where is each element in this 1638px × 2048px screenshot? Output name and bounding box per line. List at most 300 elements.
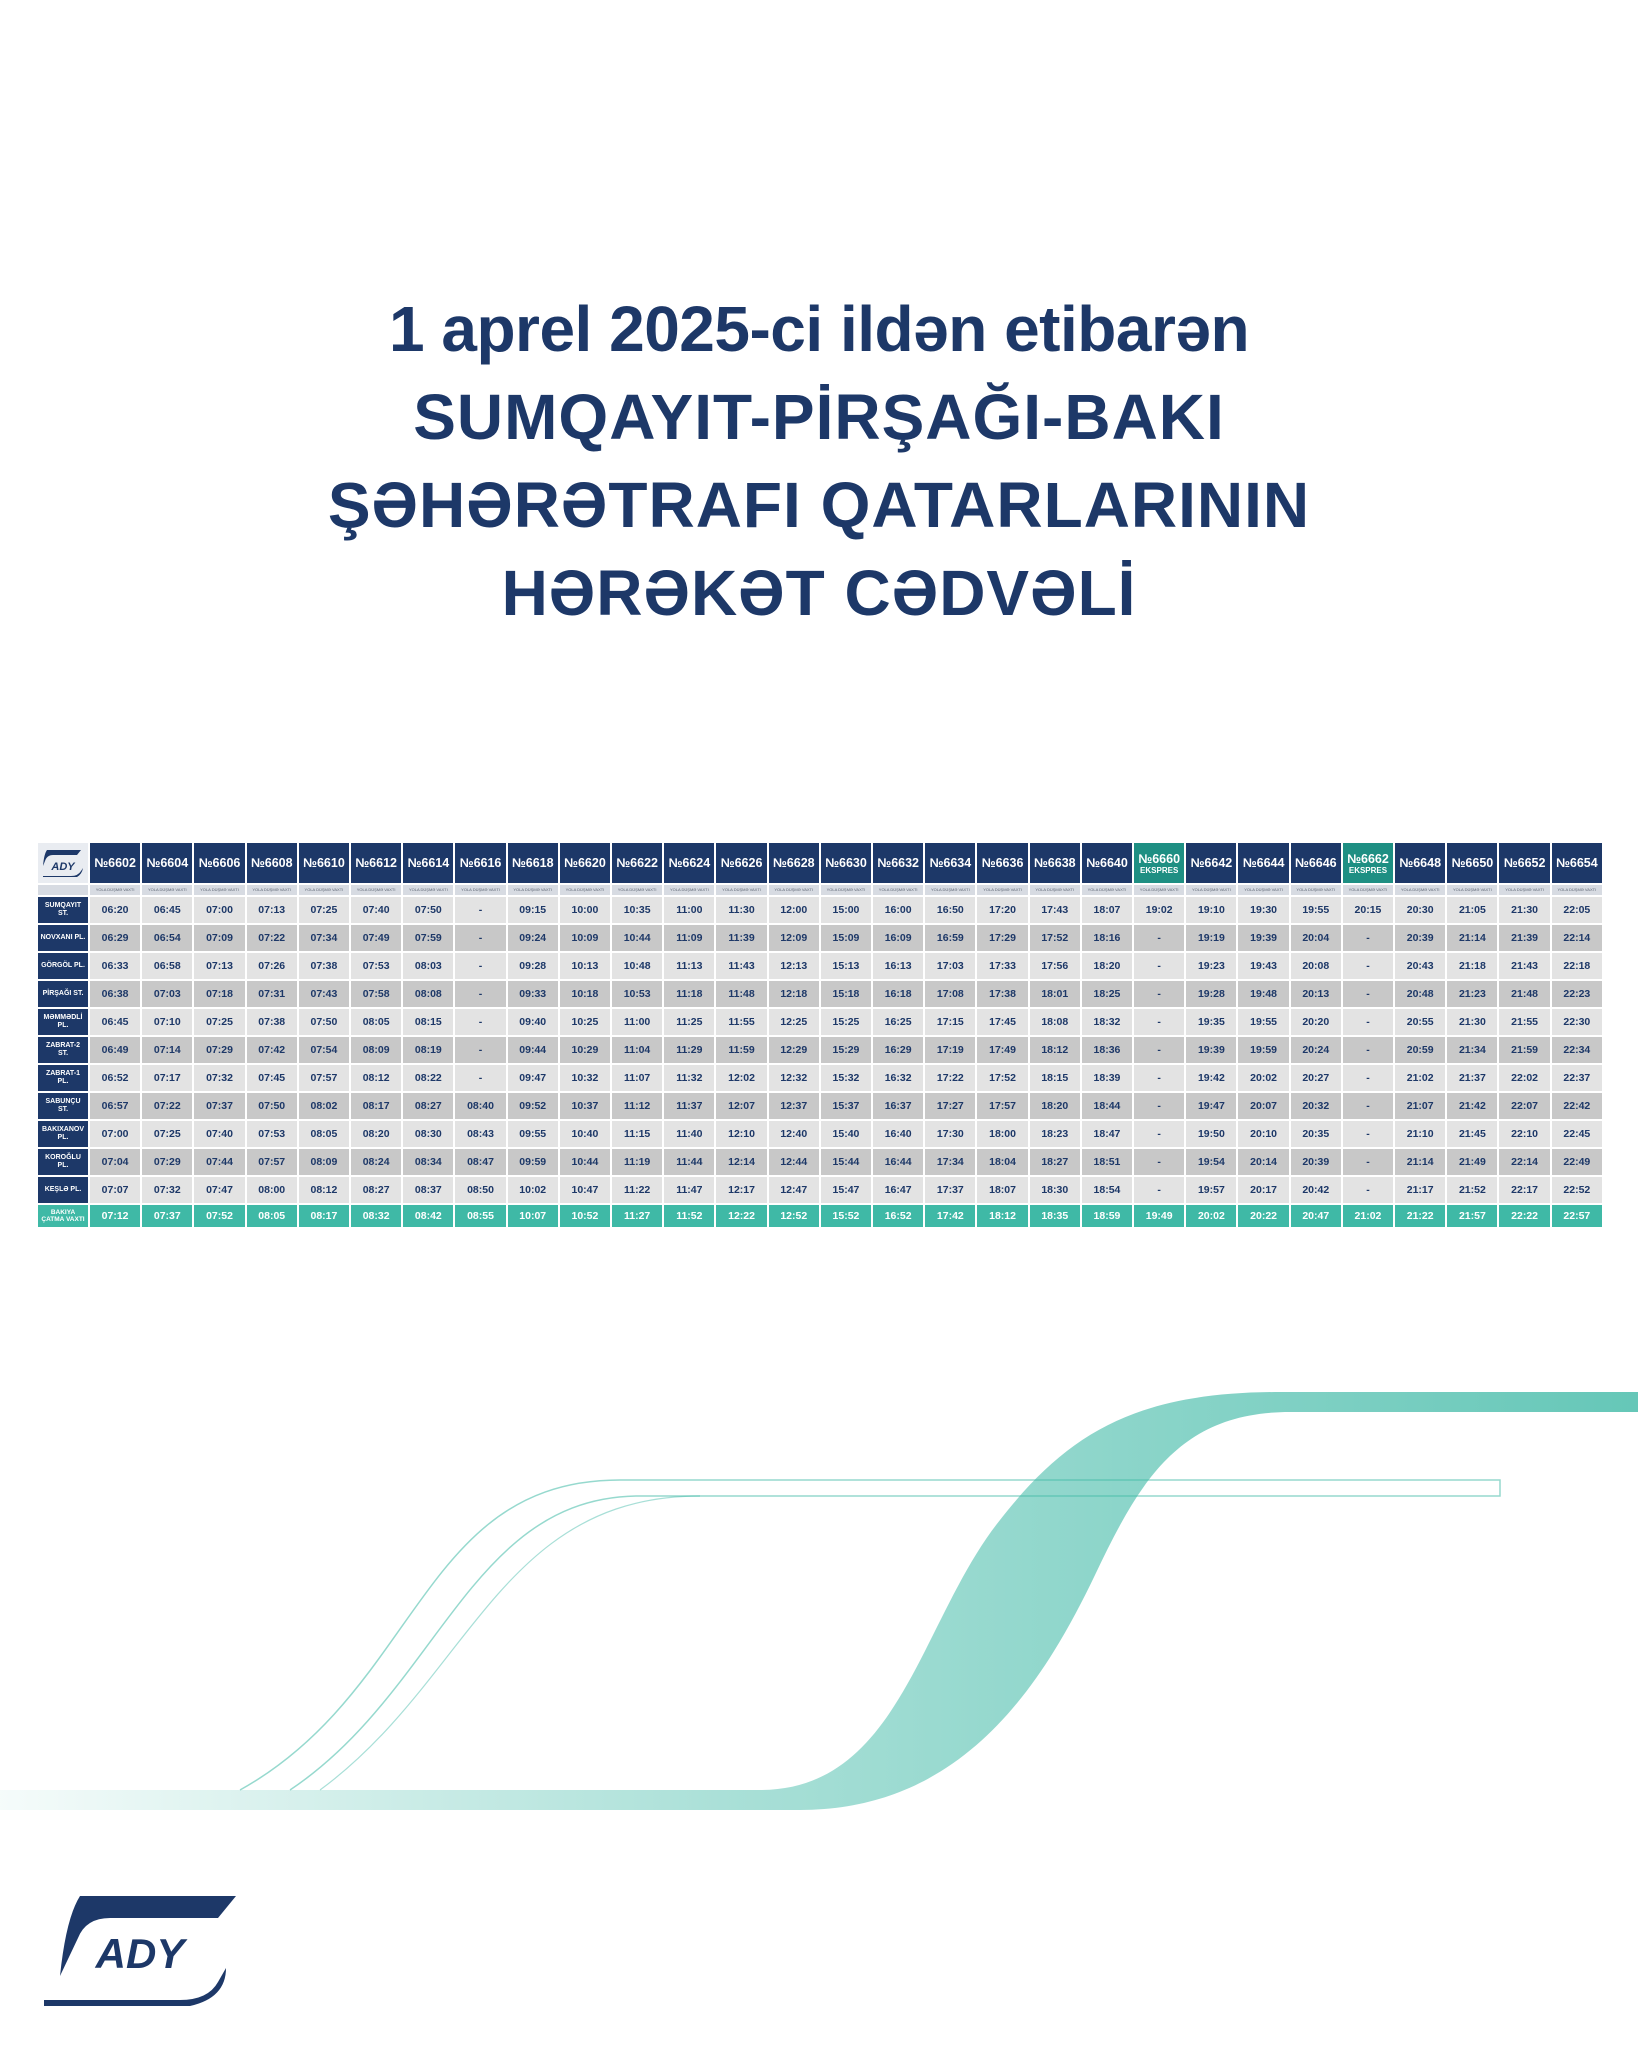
station-name: SABUNÇU ST. <box>38 1093 88 1119</box>
departure-note: YOLA DÜŞMƏ VAXTI <box>1238 885 1288 895</box>
departure-time: 17:45 <box>977 1009 1027 1035</box>
departure-time: 07:57 <box>299 1065 349 1091</box>
departure-time: 16:59 <box>925 925 975 951</box>
train-number: №6660 <box>1138 851 1181 866</box>
departure-time: 11:09 <box>664 925 714 951</box>
departure-time: 07:09 <box>194 925 244 951</box>
departure-time: 10:48 <box>612 953 662 979</box>
departure-time: 20:10 <box>1238 1121 1288 1147</box>
departure-time: 18:25 <box>1082 981 1132 1007</box>
departure-time: 11:00 <box>612 1009 662 1035</box>
train-number-header <box>977 843 1027 883</box>
departure-time: 11:07 <box>612 1065 662 1091</box>
departure-time: - <box>1343 1177 1393 1203</box>
departure-time: 08:37 <box>403 1177 453 1203</box>
departure-time: 19:48 <box>1238 981 1288 1007</box>
departure-time: 12:00 <box>769 897 819 923</box>
train-number-header <box>1134 843 1184 883</box>
departure-time: 19:19 <box>1186 925 1236 951</box>
departure-time: - <box>1343 1121 1393 1147</box>
departure-time: 08:12 <box>299 1177 349 1203</box>
departure-note: YOLA DÜŞMƏ VAXTI <box>925 885 975 895</box>
departure-time: 10:09 <box>560 925 610 951</box>
departure-time: 22:14 <box>1552 925 1602 951</box>
departure-time: 18:00 <box>977 1121 1027 1147</box>
departure-time: 06:49 <box>90 1037 140 1063</box>
departure-time: 16:29 <box>873 1037 923 1063</box>
departure-time: 08:40 <box>455 1093 505 1119</box>
departure-time: 16:13 <box>873 953 923 979</box>
departure-time: 10:02 <box>508 1177 558 1203</box>
departure-time: 17:30 <box>925 1121 975 1147</box>
departure-time: 22:14 <box>1499 1149 1549 1175</box>
departure-time: 07:44 <box>194 1149 244 1175</box>
train-header-row <box>38 843 1602 883</box>
departure-time: 19:59 <box>1238 1037 1288 1063</box>
departure-time: 20:42 <box>1291 1177 1341 1203</box>
departure-time: 19:43 <box>1238 953 1288 979</box>
departure-time: 12:37 <box>769 1093 819 1119</box>
departure-time: 21:48 <box>1499 981 1549 1007</box>
departure-time: 19:54 <box>1186 1149 1236 1175</box>
departure-time: 07:32 <box>194 1065 244 1091</box>
title-date-line: 1 aprel 2025-ci ildən etibarən <box>388 293 1250 365</box>
train-number: №6652 <box>1503 856 1546 870</box>
departure-time: 18:32 <box>1082 1009 1132 1035</box>
station-row <box>38 1093 1602 1119</box>
departure-time: 12:14 <box>716 1149 766 1175</box>
departure-time: 17:52 <box>977 1065 1027 1091</box>
departure-time: 07:29 <box>194 1037 244 1063</box>
departure-time: 20:08 <box>1291 953 1341 979</box>
train-number: №6638 <box>1033 856 1076 870</box>
departure-time: 15:00 <box>821 897 871 923</box>
departure-time: 15:13 <box>821 953 871 979</box>
departure-time: 20:14 <box>1238 1149 1288 1175</box>
arrival-time: 20:22 <box>1238 1205 1288 1227</box>
station-row <box>38 1177 1602 1203</box>
departure-time: 21:55 <box>1499 1009 1549 1035</box>
departure-time: 18:12 <box>1030 1037 1080 1063</box>
arrival-time: 18:35 <box>1030 1205 1080 1227</box>
departure-time: 07:22 <box>142 1093 192 1119</box>
departure-time: 07:18 <box>194 981 244 1007</box>
departure-time: 07:22 <box>247 925 297 951</box>
departure-time: 12:44 <box>769 1149 819 1175</box>
departure-time: 17:19 <box>925 1037 975 1063</box>
arrival-time: 07:37 <box>142 1205 192 1227</box>
departure-time: 09:52 <box>508 1093 558 1119</box>
departure-time: 10:25 <box>560 1009 610 1035</box>
departure-time: 21:17 <box>1395 1177 1445 1203</box>
arrival-time: 18:59 <box>1082 1205 1132 1227</box>
departure-time: - <box>1134 1149 1184 1175</box>
departure-time: 07:17 <box>142 1065 192 1091</box>
departure-time: 07:50 <box>247 1093 297 1119</box>
departure-time: 19:55 <box>1238 1009 1288 1035</box>
arrival-time: 10:52 <box>560 1205 610 1227</box>
timetable <box>36 841 1604 1229</box>
departure-note: YOLA DÜŞMƏ VAXTI <box>455 885 505 895</box>
departure-note: YOLA DÜŞMƏ VAXTI <box>977 885 1027 895</box>
departure-time: 06:45 <box>142 897 192 923</box>
departure-time: 21:42 <box>1447 1093 1497 1119</box>
departure-time: 15:44 <box>821 1149 871 1175</box>
departure-time: 17:38 <box>977 981 1027 1007</box>
departure-time: 19:23 <box>1186 953 1236 979</box>
departure-time: 07:53 <box>247 1121 297 1147</box>
train-number: №6616 <box>459 856 502 870</box>
departure-time: - <box>1343 925 1393 951</box>
departure-time: 07:25 <box>194 1009 244 1035</box>
departure-time: 21:30 <box>1447 1009 1497 1035</box>
departure-note: YOLA DÜŞMƏ VAXTI <box>1447 885 1497 895</box>
title-schedule-line: HƏRƏKƏT CƏDVƏLİ <box>501 557 1137 629</box>
departure-note: YOLA DÜŞMƏ VAXTI <box>1134 885 1184 895</box>
train-number-header <box>769 843 819 883</box>
departure-time: 17:27 <box>925 1093 975 1119</box>
departure-time: 16:32 <box>873 1065 923 1091</box>
departure-time: - <box>455 925 505 951</box>
departure-time: 21:14 <box>1447 925 1497 951</box>
departure-time: 11:15 <box>612 1121 662 1147</box>
departure-time: 12:10 <box>716 1121 766 1147</box>
departure-time: 07:54 <box>299 1037 349 1063</box>
departure-time: 11:47 <box>664 1177 714 1203</box>
departure-time: 21:30 <box>1499 897 1549 923</box>
arrival-time: 22:22 <box>1499 1205 1549 1227</box>
departure-time: - <box>1343 1065 1393 1091</box>
departure-time: 12:17 <box>716 1177 766 1203</box>
departure-time: 17:15 <box>925 1009 975 1035</box>
departure-time: 07:53 <box>351 953 401 979</box>
departure-time: 07:04 <box>90 1149 140 1175</box>
departure-time: 20:17 <box>1238 1177 1288 1203</box>
departure-time: 19:50 <box>1186 1121 1236 1147</box>
departure-time: 07:58 <box>351 981 401 1007</box>
arrival-time: 16:52 <box>873 1205 923 1227</box>
departure-time: 07:59 <box>403 925 453 951</box>
departure-time: 16:00 <box>873 897 923 923</box>
departure-time: 15:32 <box>821 1065 871 1091</box>
departure-time: - <box>1134 1093 1184 1119</box>
departure-note: YOLA DÜŞMƏ VAXTI <box>1030 885 1080 895</box>
departure-time: 06:33 <box>90 953 140 979</box>
departure-time: 20:39 <box>1395 925 1445 951</box>
departure-time: 18:15 <box>1030 1065 1080 1091</box>
departure-time: 07:07 <box>90 1177 140 1203</box>
departure-time: 07:38 <box>247 1009 297 1035</box>
departure-time: 11:32 <box>664 1065 714 1091</box>
departure-time: 22:49 <box>1552 1149 1602 1175</box>
arrival-time: 08:32 <box>351 1205 401 1227</box>
departure-time: 20:13 <box>1291 981 1341 1007</box>
train-number-header <box>142 843 192 883</box>
decorative-wave <box>0 1360 1638 1840</box>
departure-time: - <box>455 981 505 1007</box>
departure-time: 18:08 <box>1030 1009 1080 1035</box>
departure-time: 07:32 <box>142 1177 192 1203</box>
departure-time: 15:29 <box>821 1037 871 1063</box>
departure-time: 16:44 <box>873 1149 923 1175</box>
departure-time: 22:10 <box>1499 1121 1549 1147</box>
departure-time: 08:24 <box>351 1149 401 1175</box>
arrival-time: 17:42 <box>925 1205 975 1227</box>
departure-time: 19:39 <box>1238 925 1288 951</box>
train-number-header <box>1447 843 1497 883</box>
train-number: №6648 <box>1399 856 1442 870</box>
timetable-table <box>36 841 1604 1229</box>
departure-time: 07:31 <box>247 981 297 1007</box>
departure-time: 10:32 <box>560 1065 610 1091</box>
departure-time: 16:09 <box>873 925 923 951</box>
departure-time: 20:15 <box>1343 897 1393 923</box>
departure-time: 06:54 <box>142 925 192 951</box>
departure-note: YOLA DÜŞMƏ VAXTI <box>247 885 297 895</box>
departure-time: 07:40 <box>351 897 401 923</box>
departure-time: 12:47 <box>769 1177 819 1203</box>
departure-note: YOLA DÜŞMƏ VAXTI <box>351 885 401 895</box>
departure-note: YOLA DÜŞMƏ VAXTI <box>299 885 349 895</box>
train-number: №6602 <box>94 856 136 870</box>
departure-time: 19:47 <box>1186 1093 1236 1119</box>
departure-time: 08:03 <box>403 953 453 979</box>
station-name: KEŞLƏ PL. <box>38 1177 88 1203</box>
station-row <box>38 1149 1602 1175</box>
departure-time: 11:40 <box>664 1121 714 1147</box>
departure-time: 09:47 <box>508 1065 558 1091</box>
departure-time: 21:34 <box>1447 1037 1497 1063</box>
departure-time: - <box>1134 1065 1184 1091</box>
departure-time: 17:29 <box>977 925 1027 951</box>
train-number: №6644 <box>1242 856 1285 870</box>
departure-note: YOLA DÜŞMƏ VAXTI <box>403 885 453 895</box>
departure-time: 18:16 <box>1082 925 1132 951</box>
departure-time: 09:40 <box>508 1009 558 1035</box>
departure-time: 22:18 <box>1552 953 1602 979</box>
departure-time: - <box>1343 981 1393 1007</box>
departure-time: 11:18 <box>664 981 714 1007</box>
departure-time: 17:03 <box>925 953 975 979</box>
departure-time: 17:57 <box>977 1093 1027 1119</box>
train-number-header <box>1186 843 1236 883</box>
train-number-header <box>821 843 871 883</box>
departure-time: 10:18 <box>560 981 610 1007</box>
departure-time: 22:17 <box>1499 1177 1549 1203</box>
arrival-time: 21:57 <box>1447 1205 1497 1227</box>
departure-time: 11:12 <box>612 1093 662 1119</box>
departure-time: 11:44 <box>664 1149 714 1175</box>
train-number-header <box>403 843 453 883</box>
departure-time: 21:14 <box>1395 1149 1445 1175</box>
departure-time: 07:13 <box>194 953 244 979</box>
departure-time: 20:04 <box>1291 925 1341 951</box>
departure-note: YOLA DÜŞMƏ VAXTI <box>1552 885 1602 895</box>
station-name: MƏMMƏDLİ PL. <box>38 1009 88 1035</box>
departure-time: 16:50 <box>925 897 975 923</box>
train-number-header <box>194 843 244 883</box>
ady-bottom-logo <box>40 1888 240 2008</box>
train-number-header <box>455 843 505 883</box>
departure-time: 20:07 <box>1238 1093 1288 1119</box>
departure-time: 18:51 <box>1082 1149 1132 1175</box>
departure-time: 08:05 <box>351 1009 401 1035</box>
train-number: №6630 <box>825 856 867 870</box>
departure-time: 07:34 <box>299 925 349 951</box>
departure-time: 09:15 <box>508 897 558 923</box>
departure-time: 06:58 <box>142 953 192 979</box>
departure-time: 07:42 <box>247 1037 297 1063</box>
station-row <box>38 981 1602 1007</box>
departure-time: 12:18 <box>769 981 819 1007</box>
departure-time: - <box>1343 1093 1393 1119</box>
departure-time: 22:45 <box>1552 1121 1602 1147</box>
departure-time: 18:30 <box>1030 1177 1080 1203</box>
departure-time: 08:47 <box>455 1149 505 1175</box>
train-number: №6610 <box>303 856 345 870</box>
departure-time: 11:29 <box>664 1037 714 1063</box>
departure-time: 21:37 <box>1447 1065 1497 1091</box>
departure-time: 20:43 <box>1395 953 1445 979</box>
departure-time: 22:37 <box>1552 1065 1602 1091</box>
departure-note: YOLA DÜŞMƏ VAXTI <box>1499 885 1549 895</box>
train-number: №6626 <box>720 856 763 870</box>
arrival-time: 11:52 <box>664 1205 714 1227</box>
station-name: ZABRAT-1 PL. <box>38 1065 88 1091</box>
arrival-time: 22:57 <box>1552 1205 1602 1227</box>
station-name: NOVXANI PL. <box>38 925 88 951</box>
departure-time: 21:10 <box>1395 1121 1445 1147</box>
train-number-header <box>560 843 610 883</box>
departure-note-row <box>38 885 1602 895</box>
departure-time: 18:04 <box>977 1149 1027 1175</box>
train-number: №6646 <box>1294 856 1337 870</box>
train-number: №6614 <box>407 856 450 870</box>
departure-time: - <box>1343 1009 1393 1035</box>
departure-time: - <box>1343 1037 1393 1063</box>
departure-note: YOLA DÜŞMƏ VAXTI <box>716 885 766 895</box>
train-number: №6608 <box>250 856 293 870</box>
departure-note: YOLA DÜŞMƏ VAXTI <box>664 885 714 895</box>
departure-time: 08:09 <box>351 1037 401 1063</box>
table-logo <box>38 843 88 883</box>
departure-note: YOLA DÜŞMƏ VAXTI <box>508 885 558 895</box>
departure-time: - <box>1134 925 1184 951</box>
departure-time: 20:39 <box>1291 1149 1341 1175</box>
station-row <box>38 1065 1602 1091</box>
departure-time: - <box>1134 953 1184 979</box>
departure-time: - <box>455 1009 505 1035</box>
departure-time: 06:45 <box>90 1009 140 1035</box>
departure-time: 22:07 <box>1499 1093 1549 1119</box>
departure-time: 22:23 <box>1552 981 1602 1007</box>
train-number-header <box>1238 843 1288 883</box>
departure-note: YOLA DÜŞMƏ VAXTI <box>194 885 244 895</box>
departure-time: 08:02 <box>299 1093 349 1119</box>
departure-time: 21:49 <box>1447 1149 1497 1175</box>
departure-note: YOLA DÜŞMƏ VAXTI <box>560 885 610 895</box>
departure-time: 18:20 <box>1030 1093 1080 1119</box>
departure-time: - <box>1343 953 1393 979</box>
departure-time: 10:44 <box>560 1149 610 1175</box>
departure-time: 11:39 <box>716 925 766 951</box>
departure-time: - <box>1134 1037 1184 1063</box>
departure-time: 08:43 <box>455 1121 505 1147</box>
departure-time: 10:13 <box>560 953 610 979</box>
train-number-header <box>1552 843 1602 883</box>
departure-note: YOLA DÜŞMƏ VAXTI <box>1082 885 1132 895</box>
departure-note: YOLA DÜŞMƏ VAXTI <box>873 885 923 895</box>
departure-time: 21:05 <box>1447 897 1497 923</box>
station-name: ZABRAT-2 ST. <box>38 1037 88 1063</box>
departure-time: 15:47 <box>821 1177 871 1203</box>
departure-time: 19:35 <box>1186 1009 1236 1035</box>
departure-time: 07:43 <box>299 981 349 1007</box>
train-number: №6642 <box>1190 856 1233 870</box>
arrival-time: 07:52 <box>194 1205 244 1227</box>
departure-time: 11:43 <box>716 953 766 979</box>
departure-note: YOLA DÜŞMƏ VAXTI <box>90 885 140 895</box>
station-row <box>38 1009 1602 1035</box>
departure-time: 06:20 <box>90 897 140 923</box>
train-number: №6606 <box>198 856 241 870</box>
departure-time: 11:04 <box>612 1037 662 1063</box>
train-number-header <box>1395 843 1445 883</box>
departure-time: 20:24 <box>1291 1037 1341 1063</box>
arrival-time: 21:22 <box>1395 1205 1445 1227</box>
departure-time: 17:56 <box>1030 953 1080 979</box>
departure-time: 20:02 <box>1238 1065 1288 1091</box>
departure-time: 08:05 <box>299 1121 349 1147</box>
departure-time: 11:55 <box>716 1009 766 1035</box>
arrival-time: 19:49 <box>1134 1205 1184 1227</box>
departure-time: 20:20 <box>1291 1009 1341 1035</box>
departure-time: 18:07 <box>977 1177 1027 1203</box>
departure-time: 07:50 <box>299 1009 349 1035</box>
departure-time: 19:55 <box>1291 897 1341 923</box>
departure-time: 18:44 <box>1082 1093 1132 1119</box>
arrival-time: 12:52 <box>769 1205 819 1227</box>
arrival-time: 20:47 <box>1291 1205 1341 1227</box>
departure-time: 06:57 <box>90 1093 140 1119</box>
train-number: №6650 <box>1451 856 1494 870</box>
arrival-time: 18:12 <box>977 1205 1027 1227</box>
departure-time: 07:49 <box>351 925 401 951</box>
departure-time: 12:29 <box>769 1037 819 1063</box>
departure-note: YOLA DÜŞMƏ VAXTI <box>769 885 819 895</box>
train-number-header <box>716 843 766 883</box>
station-row <box>38 1037 1602 1063</box>
departure-note: YOLA DÜŞMƏ VAXTI <box>1291 885 1341 895</box>
departure-time: 10:47 <box>560 1177 610 1203</box>
departure-time: 09:55 <box>508 1121 558 1147</box>
arrival-time: 11:27 <box>612 1205 662 1227</box>
departure-time: 12:13 <box>769 953 819 979</box>
departure-time: 07:14 <box>142 1037 192 1063</box>
departure-time: 19:30 <box>1238 897 1288 923</box>
train-number-header <box>925 843 975 883</box>
departure-time: 18:36 <box>1082 1037 1132 1063</box>
departure-time: 07:38 <box>299 953 349 979</box>
departure-time: 18:23 <box>1030 1121 1080 1147</box>
departure-time: 12:07 <box>716 1093 766 1119</box>
departure-time: 19:57 <box>1186 1177 1236 1203</box>
departure-time: 06:29 <box>90 925 140 951</box>
departure-note: YOLA DÜŞMƏ VAXTI <box>821 885 871 895</box>
arrival-time: 08:05 <box>247 1205 297 1227</box>
departure-time: 15:37 <box>821 1093 871 1119</box>
station-name: KOROĞLU PL. <box>38 1149 88 1175</box>
